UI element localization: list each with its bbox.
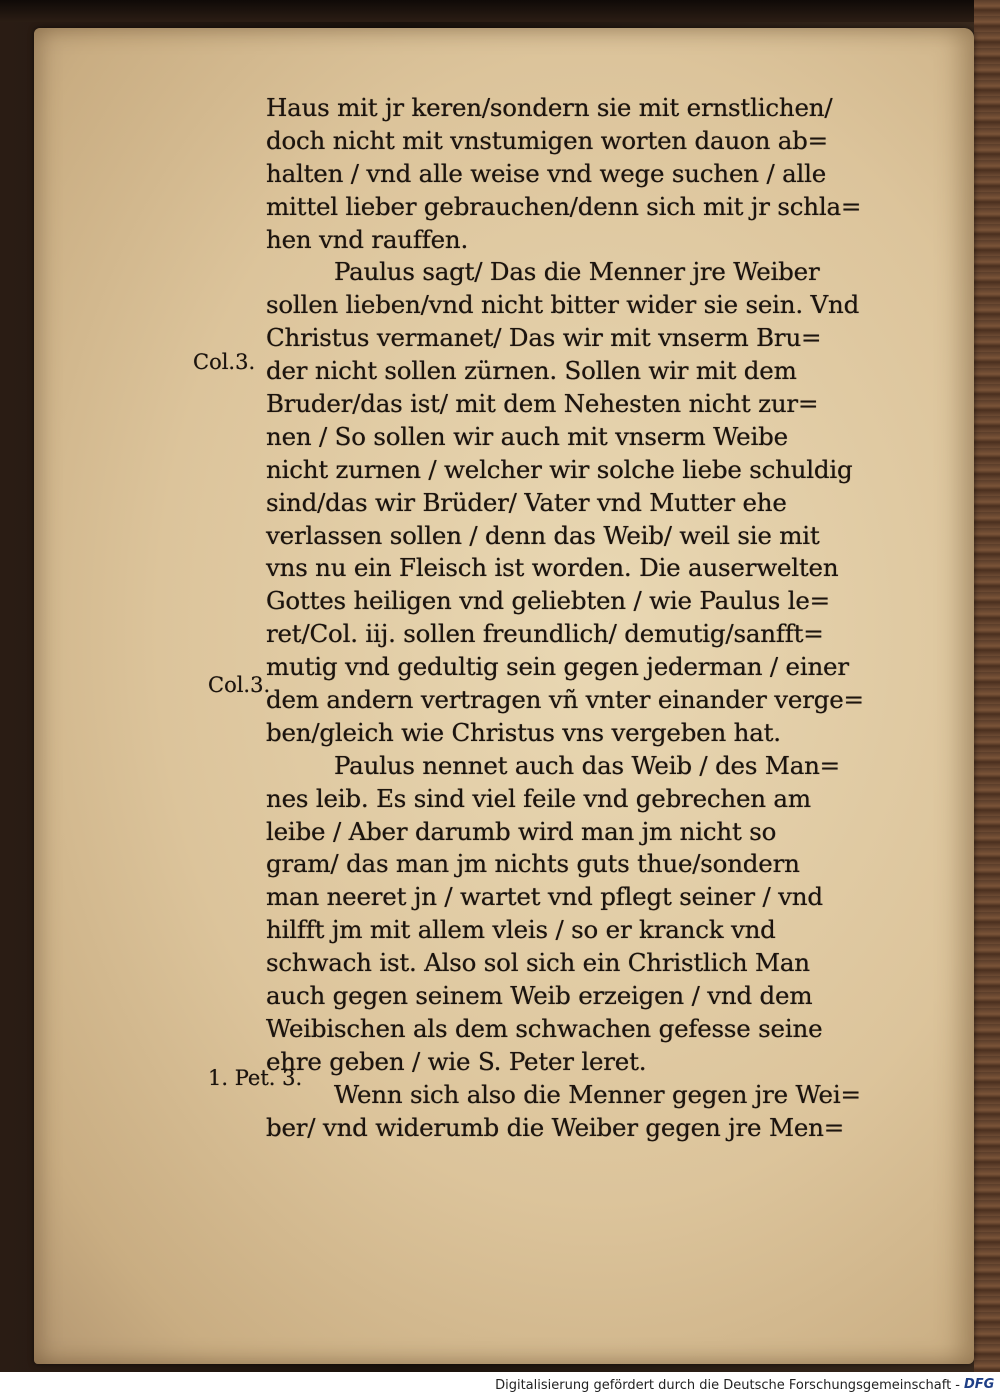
text-line: nes leib. Es sind viel feile vnd gebrechen am — [266, 783, 811, 813]
margin-note: Col.3. — [193, 350, 256, 374]
text-line: ehre geben / wie S. Peter leret. — [266, 1046, 647, 1076]
text-line: man neeret jn / wartet vnd pflegt seiner / vnd — [266, 882, 823, 912]
text-line: Weibischen als dem schwachen gefesse seine — [266, 1013, 823, 1043]
text-line: ret/Col. iij. sollen freundlich/ demutig/sanfft= — [266, 619, 824, 649]
text-line: sollen lieben/vnd nicht bitter wider sie sein. Vnd — [266, 290, 860, 320]
text-line: gram/ das man jm nichts guts thue/sondern — [266, 849, 800, 879]
text-line: Gottes heiligen vnd geliebten / wie Paulus le= — [266, 586, 830, 616]
margin-note: Col.3. — [208, 673, 271, 697]
text-line: dem andern vertragen vñ vnter einander verge= — [266, 685, 864, 715]
text-line: schwach ist. Also sol sich ein Christlich Man — [266, 948, 810, 978]
text-line: der nicht sollen zürnen. Sollen wir mit dem — [266, 356, 797, 386]
text-line: leibe / Aber darumb wird man jm nicht so — [266, 816, 777, 846]
text-line: ben/gleich wie Christus vns vergeben hat. — [266, 717, 781, 747]
text-line: Bruder/das ist/ mit dem Nehesten nicht zur= — [266, 389, 819, 419]
text-line: auch gegen seinem Weib erzeigen / vnd dem — [266, 981, 813, 1011]
text-line: hen vnd rauffen. — [266, 224, 469, 254]
text-line: halten / vnd alle weise vnd wege suchen / alle — [266, 158, 827, 188]
text-line: verlassen sollen / denn das Weib/ weil sie mit — [266, 520, 820, 550]
text-line: hilfft jm mit allem vleis / so er kranck vnd — [266, 915, 776, 945]
text-line: doch nicht mit vnstumigen worten dauon ab= — [266, 125, 828, 155]
funding-credit: Digitalisierung gefördert durch die Deutsche Forschungsgemeinschaft - — [495, 1378, 960, 1393]
text-line: Paulus nennet auch das Weib / des Man= — [334, 750, 841, 780]
text-line: nicht zurnen / welcher wir solche liebe schuldig — [266, 454, 853, 484]
book-edge-right — [974, 0, 1000, 1372]
text-line: Haus mit jr keren/sondern sie mit ernstlichen/ — [266, 93, 833, 122]
text-line: vns nu ein Fleisch ist worden. Die auserwelten — [266, 553, 839, 583]
text-line: Christus vermanet/ Das wir mit vnserm Bru= — [266, 323, 822, 353]
margin-note: 1. Pet. 3. — [208, 1066, 303, 1090]
text-line: nen / So sollen wir auch mit vnserm Weibe — [266, 421, 788, 451]
page-body-text — [266, 92, 946, 1145]
text-line: mittel lieber gebrauchen/denn sich mit jr schla= — [266, 191, 862, 221]
book-edge-top — [0, 0, 1000, 22]
text-line: mutig vnd gedultig sein gegen jederman / einer — [266, 652, 849, 682]
text-line: ber/ vnd widerumb die Weiber gegen jre Men= — [266, 1112, 845, 1142]
dfg-logo: DFG — [964, 1377, 995, 1392]
text-line: Wenn sich also die Menner gegen jre Wei= — [334, 1079, 861, 1109]
text-line: Paulus sagt/ Das die Menner jre Weiber — [334, 257, 820, 287]
text-line: sind/das wir Brüder/ Vater vnd Mutter ehe — [266, 487, 787, 517]
